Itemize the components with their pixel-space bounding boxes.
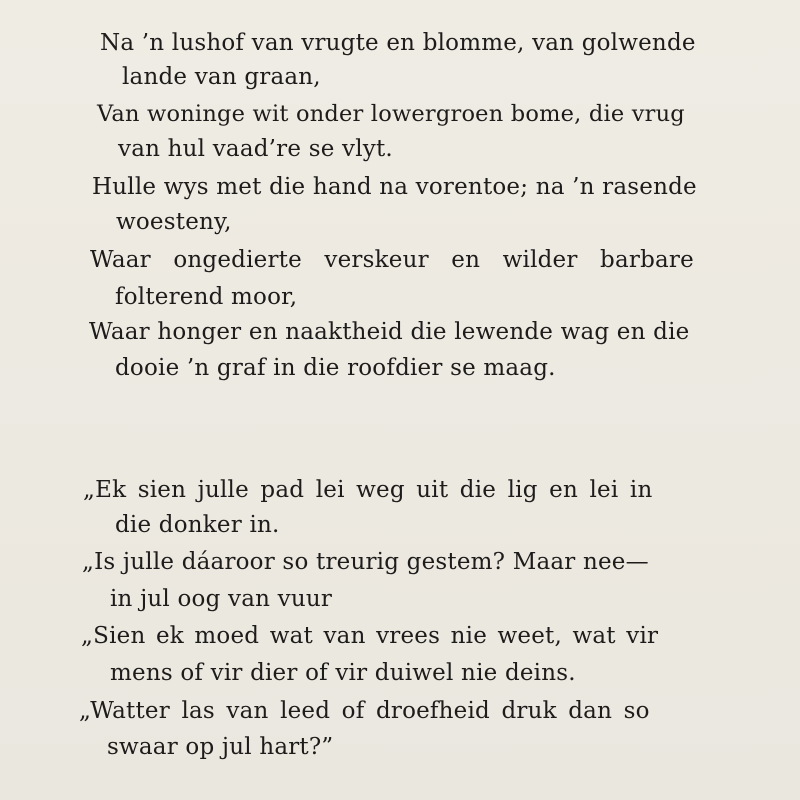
- poem-line: in jul oog van vuur: [110, 586, 333, 612]
- poem-line: Waar honger en naaktheid die lewende wag en die: [89, 319, 690, 345]
- poem-line: dooie ’n graf in die roofdier se maag.: [115, 355, 556, 381]
- poem-line: woesteny,: [116, 209, 232, 235]
- poem-line: Hulle wys met die hand na vorentoe; na ’n rasende: [92, 174, 697, 200]
- poem-line: Na ’n lushof van vrugte en blomme, van golwende: [100, 30, 696, 56]
- poem-line: „Is julle dáaroor so treurig gestem? Maar nee—: [82, 549, 649, 575]
- poem-line: swaar op jul hart?”: [107, 734, 334, 760]
- poem-line: „Watter las van leed of droefheid druk dan so: [79, 698, 650, 724]
- poem-line: „Ek sien julle pad lei weg uit die lig en lei in: [83, 477, 653, 503]
- poem-line: Waar ongedierte verskeur en wilder barbare: [90, 247, 694, 273]
- poem-line: „Sien ek moed wat van vrees nie weet, wat vir: [81, 623, 659, 649]
- poem-line: die donker in.: [115, 512, 280, 538]
- poem-line: folterend moor,: [115, 284, 298, 310]
- poem-line: van hul vaad’re se vlyt.: [118, 136, 393, 162]
- poem-line: mens of vir dier of vir duiwel nie deins.: [110, 660, 576, 686]
- poem-line: Van woninge wit onder lowergroen bome, die vrug: [97, 101, 685, 127]
- poem-line: lande van graan,: [122, 64, 321, 90]
